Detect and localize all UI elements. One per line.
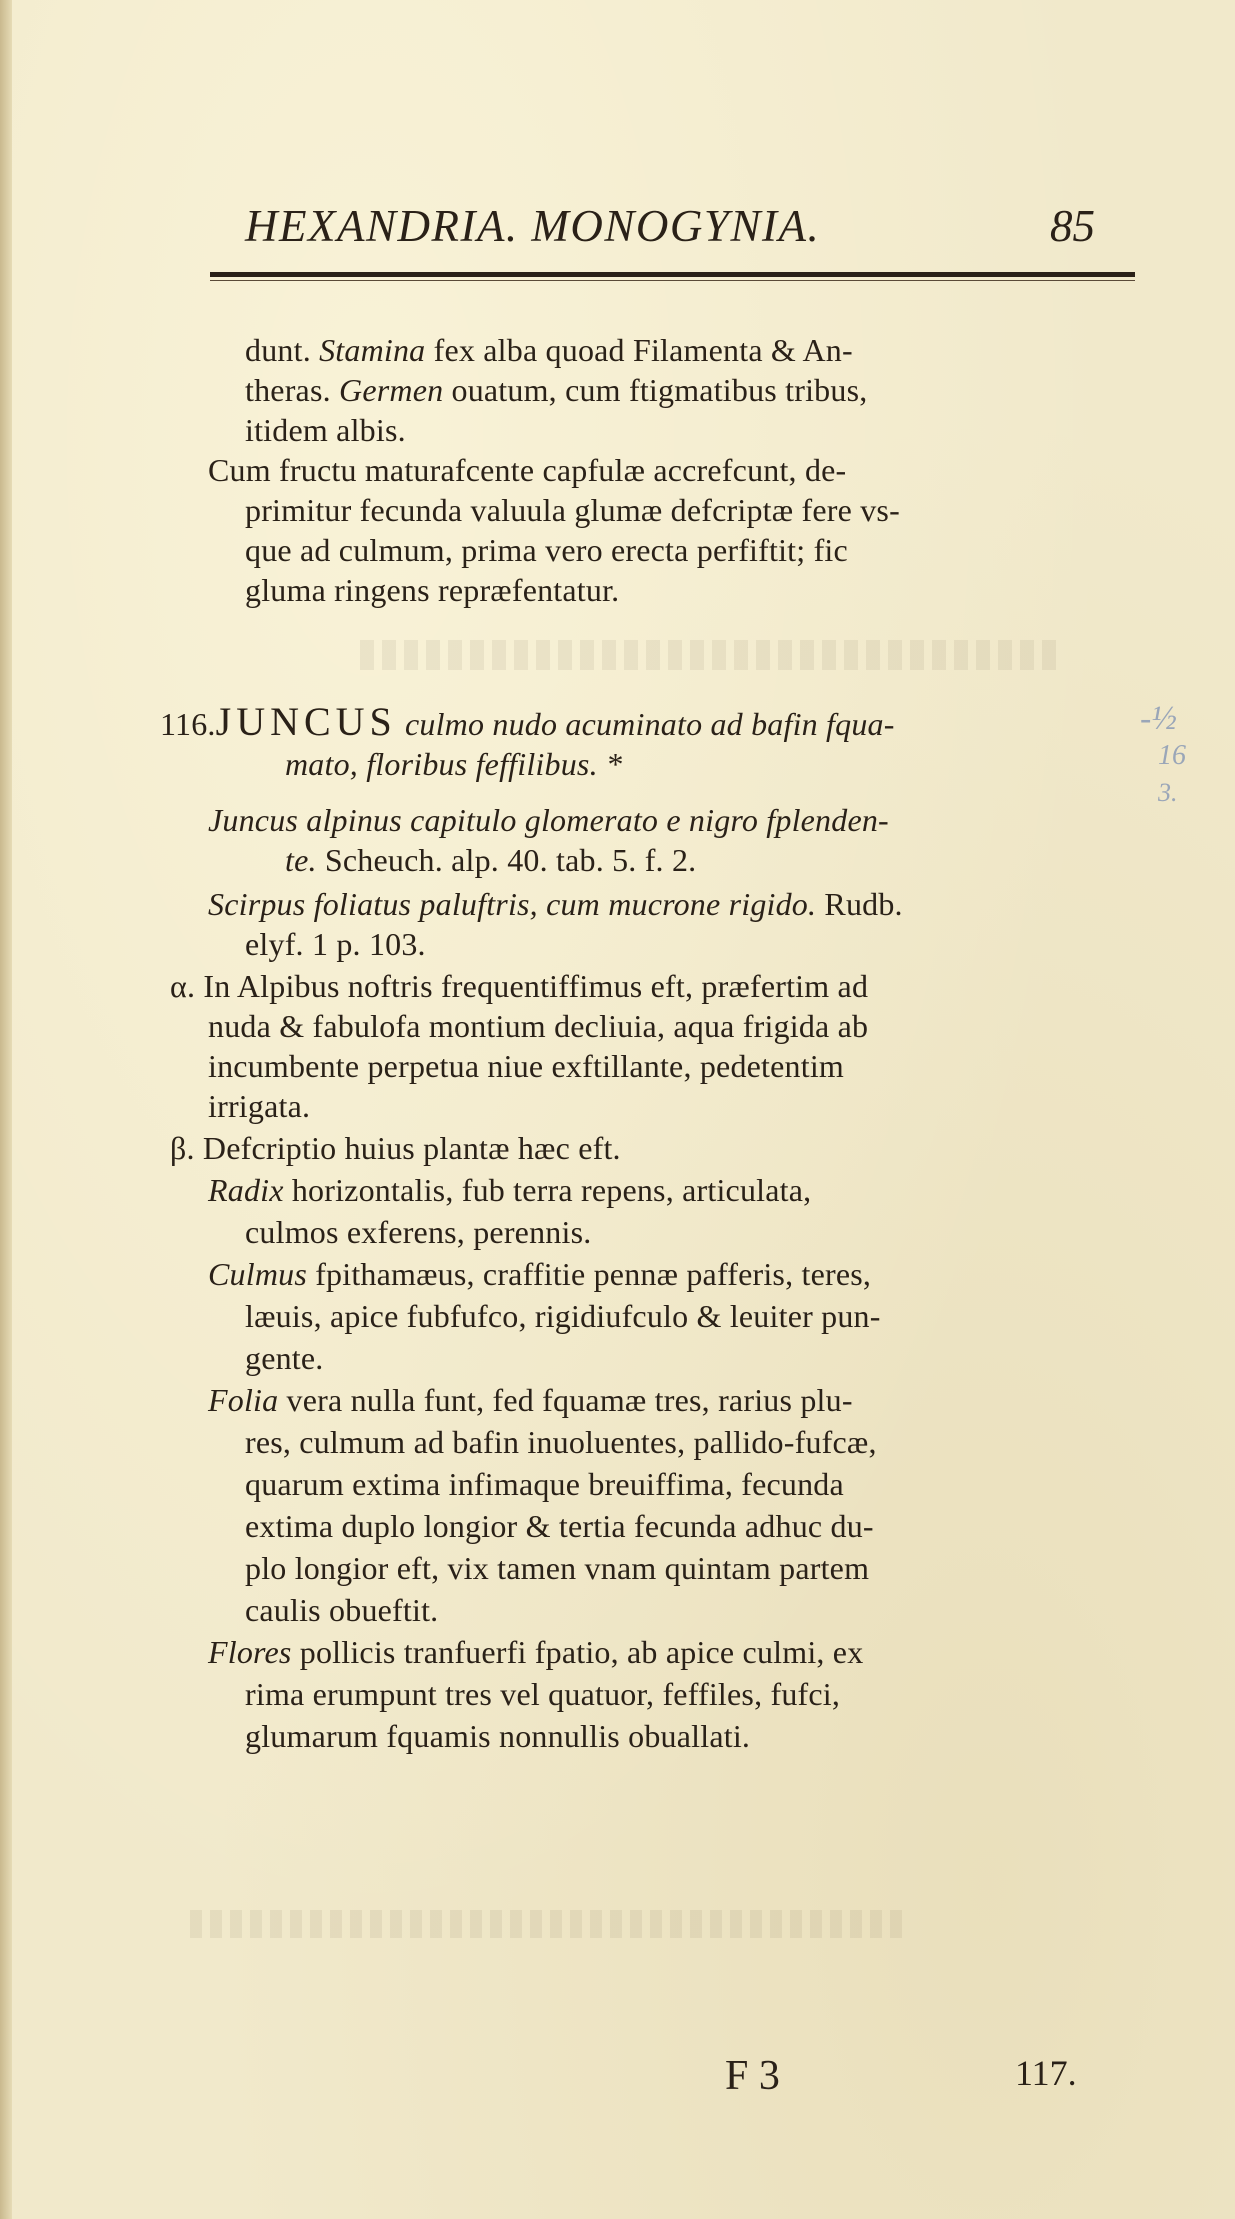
text-line: læuis, apice fubfufco, rigidiufculo & leuiter pun- xyxy=(245,1298,881,1334)
text-line: irrigata. xyxy=(208,1088,311,1124)
margin-annotation: 16 xyxy=(1158,740,1186,771)
text-line: caulis obueftit. xyxy=(245,1592,439,1628)
text-line: mato, floribus feffilibus. * xyxy=(285,746,623,782)
synonym-line xyxy=(208,884,903,924)
text-span: horizontalis, fub terra repens, articulata, xyxy=(283,1172,812,1208)
running-head: HEXANDRIA. MONOGYNIA. xyxy=(245,201,821,251)
bleed-through-texture xyxy=(190,1910,910,1938)
catchword: 117. xyxy=(1015,2053,1077,2093)
text-line xyxy=(208,1380,853,1420)
page-number: 85 xyxy=(1050,201,1095,251)
text-span: In Alpibus noftris frequentiffimus eft, præfertim ad xyxy=(195,968,869,1004)
page-gutter xyxy=(0,0,12,2219)
italic-term: Flores xyxy=(208,1634,292,1670)
text-line xyxy=(170,966,868,1006)
text-line: Cum fructu maturafcente capfulæ accrefcunt, de- xyxy=(208,452,847,488)
text-span: dunt. xyxy=(245,332,320,368)
section-marker: α. xyxy=(170,968,196,1004)
text-span: fex alba quoad Filamenta & An- xyxy=(425,332,853,368)
text-line: primitur fecunda valuula glumæ defcriptæ fere vs- xyxy=(245,492,900,528)
text-span: Rudb. xyxy=(816,886,903,922)
text-line xyxy=(208,1254,871,1294)
text-line: itidem albis. xyxy=(245,412,406,448)
text-line: res, culmum ad bafin inuoluentes, pallido-fufcæ, xyxy=(245,1424,877,1460)
text-line: plo longior eft, vix tamen vnam quintam partem xyxy=(245,1550,870,1586)
text-line: gente. xyxy=(245,1340,324,1376)
text-span: fpithamæus, craffitie pennæ pafferis, teres, xyxy=(307,1256,872,1292)
text-span: Defcriptio huius plantæ hæc eft. xyxy=(194,1130,621,1166)
text-line: gluma ringens repræfentatur. xyxy=(245,572,620,608)
text-span: pollicis tranfuerfi fpatio, ab apice culmi, ex xyxy=(291,1634,864,1670)
text-line xyxy=(208,1170,811,1210)
header-rule-thin xyxy=(210,280,1135,281)
text-line: quarum extima infimaque breuiffima, fecunda xyxy=(245,1466,844,1502)
signature-mark: F 3 xyxy=(725,2053,780,2099)
italic-term: Culmus xyxy=(208,1256,307,1292)
text-line xyxy=(170,1128,621,1168)
text-line: incumbente perpetua niue exftillante, pedetentim xyxy=(208,1048,845,1084)
text-line xyxy=(285,840,696,880)
text-span: Scheuch. alp. 40. tab. 5. f. 2. xyxy=(316,842,697,878)
text-span: theras. xyxy=(245,372,340,408)
species-heading xyxy=(160,699,895,744)
genus-name: JUNCUS xyxy=(215,699,397,744)
text-line: rima erumpunt tres vel quatuor, feffiles, fufci, xyxy=(245,1676,841,1712)
synonym-line: Juncus alpinus capitulo glomerato e nigro fplenden- xyxy=(208,802,889,838)
bleed-through-texture xyxy=(360,640,1060,670)
species-number: 116. xyxy=(160,706,216,742)
text-line: extima duplo longior & tertia fecunda adhuc du- xyxy=(245,1508,874,1544)
italic-term: Stamina xyxy=(319,332,426,368)
text-line: elyf. 1 p. 103. xyxy=(245,926,426,962)
section-marker: β. xyxy=(170,1130,195,1166)
italic-term: te. xyxy=(285,842,317,878)
italic-term: Germen xyxy=(339,372,444,408)
text-line xyxy=(245,330,853,370)
italic-term: Folia xyxy=(208,1382,279,1418)
species-diagnosis: culmo nudo acuminato ad bafin fqua- xyxy=(396,706,895,742)
text-line: glumarum fquamis nonnullis obuallati. xyxy=(245,1718,751,1754)
text-line xyxy=(245,370,867,410)
italic-term: Radix xyxy=(208,1172,284,1208)
text-span: vera nulla funt, fed fquamæ tres, rarius plu- xyxy=(278,1382,853,1418)
text-line xyxy=(208,1632,863,1672)
italic-term: Scirpus foliatus paluftris, cum mucrone rigido. xyxy=(208,886,817,922)
margin-annotation: 3. xyxy=(1158,778,1178,807)
margin-annotation: -½ xyxy=(1140,700,1177,737)
text-line: culmos exferens, perennis. xyxy=(245,1214,592,1250)
text-span: ouatum, cum ftigmatibus tribus, xyxy=(443,372,868,408)
text-line: que ad culmum, prima vero erecta perfiftit; fic xyxy=(245,532,848,568)
text-line: nuda & fabulofa montium decliuia, aqua frigida ab xyxy=(208,1008,869,1044)
header-rule xyxy=(210,272,1135,277)
